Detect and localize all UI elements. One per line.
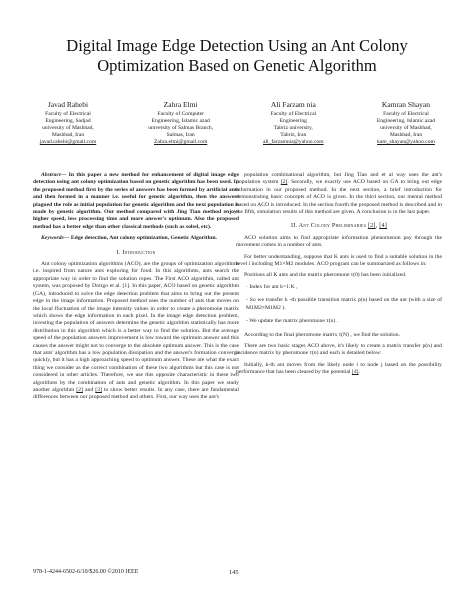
citation-link[interactable]: [2]	[280, 179, 288, 186]
citation-link[interactable]: [2]	[367, 222, 376, 230]
author-email-link[interactable]: Zahra.elmi@gmail.com	[154, 139, 208, 145]
section-heading-introduction: I. Introduction	[116, 248, 156, 256]
body-text: . Secondly, we exactly use ACO based on GA to bring out edge information in our proposed method. In the next section, a brief introduction for demonstrating basic concepts of ACO is given. In the third section, our mental method based on ACO is introduced. In the section fourth the proposed method is described and in the fifth, simulation results of this method are given. A conclusion is in the last paper.	[236, 179, 442, 216]
author-1	[14, 100, 122, 146]
author-email-link[interactable]: kam_shayan@yahoo.com	[377, 139, 435, 145]
abstract-label: Abstract—	[41, 172, 67, 178]
title-line-1: Digital Image Edge Detection Using an Ant Colony	[66, 36, 408, 55]
body-text: population combinational algorithm, but Jing Tian and et al way uses the ant's population system	[236, 172, 442, 186]
author-affiliation: university of Mashhad,	[42, 125, 94, 131]
abstract	[33, 172, 239, 231]
citation-link[interactable]: [4]	[351, 369, 359, 376]
algorithm-step: - We update the matrix pheromone τ(n) .	[246, 318, 339, 325]
author-email-link[interactable]: ali_farzamnia@yahoo.com	[263, 139, 324, 145]
author-affiliation: Faculty of Electrical	[45, 111, 91, 117]
author-affiliation: Engineering, Islamic azad	[151, 118, 210, 124]
citation-link[interactable]: [3]	[95, 386, 102, 393]
author-affiliation: Tabriz university,	[273, 125, 313, 131]
author-4	[352, 100, 460, 146]
body-paragraph: For better understanding, suppose that K ants is used to find a suitable solution in the level i including M1×M2 modules. ACO program can be summarized as follows in:	[236, 253, 442, 268]
author-name: Javad Rahebi	[47, 100, 89, 109]
body-paragraph	[236, 362, 442, 377]
author-3	[239, 100, 347, 146]
body-paragraph	[236, 172, 442, 216]
body-paragraph: Positions all K ants and the matrix pheromone τ(0) has been initialized.	[244, 272, 407, 279]
body-paragraph: According to the final pheromone matrix τ(N) , we find the solution.	[244, 331, 400, 338]
copyright-notice: 978-1-4244-6502-6/10/$26.00 ©2010 IEEE	[33, 569, 139, 575]
author-affiliation: Engineering	[279, 118, 307, 124]
author-email-link[interactable]: javad.rahebi@gmail.com	[39, 139, 97, 145]
intro-text: to show better results. In any case, there are fundamental differences between our proposed method and others. First, our way uses the ant's	[33, 386, 239, 401]
section-heading-text: II. Ant Colony Preliminaries	[290, 222, 368, 230]
citation-link[interactable]: [2]	[76, 386, 83, 393]
paper-title	[20, 36, 454, 76]
abstract-text: In this paper a new method for enhancement of digital image edge detection using ant colony optimization based on genetic algorithm has been used. In the proposed method first by the series of answers has been formed by artificial ants and then formed in a manner i.e. useful for genetic algorithm, then the answers plagued the role as initial population for genetic algorithm and the next population is made by genetic algorithm. Our method compared with Jing Tian method enjoys higher speed, less processing time and more answer's optimum. Also the proposed method has a better edge than other classical methods (such as sobel, etc).	[33, 172, 239, 230]
author-affiliation: Mashhad, Iran	[389, 132, 423, 138]
keywords-text: Edge detection, Ant colony optimization, Genetic Algorithm.	[69, 235, 217, 242]
page-number: 145	[229, 569, 239, 576]
body-text: .	[358, 369, 360, 376]
author-affiliation: university of Mashhad,	[380, 125, 432, 131]
author-affiliation: university of Salmas Branch,	[148, 125, 214, 131]
right-column	[236, 172, 442, 381]
body-paragraph: There are two basic stages ACO above, it's likely to create a matrix transfer p(n) and incidence matrix by pheromone τ(n) and each is detailed below:	[236, 342, 442, 357]
author-affiliation: Tabriz, Iran	[280, 132, 307, 138]
author-affiliation: Salmas, Iran	[166, 132, 195, 138]
introduction-paragraph	[33, 261, 239, 402]
citation-link[interactable]: [4]	[379, 222, 388, 230]
section-heading-aco-preliminaries: II. Ant Colony Preliminaries [2], [4]	[290, 222, 388, 230]
author-name: Kamran Shayan	[381, 100, 431, 109]
author-affiliation: Faculty of Electrical	[270, 111, 317, 117]
author-affiliation: Engineering, Islamic azad	[376, 118, 436, 124]
author-affiliation: Engineering, Sadjad	[45, 118, 91, 124]
intro-text: Ant colony optimization algorithms (ACO), are the groups of optimization algorithms i.e. inspired from nature ants exploring for food. In this algorithms, ants search the appropriate way in order to find the solution ropes. The First ACO algorithm, called ant system, was proposed by Dorigo et al. [1]. In this paper, ACO based on genetic algorithm (GA), introduced to solve the edge detection problem that aims to bring out the present edge in the image information. Proposed method uses the number of ants that moves on the local fluctuation of the image intensity values in order to create a pheromone matrix which shows the edge information in each pixel. In the image edge detection problem, investing the population of answers determine the genetic algorithm statistically has more distribution in this algorithm which is a better way to find the solution. But the average speed of the population answers improvement is low toward the optimum answer and this causes the answer might not to converge to the absolute optimum answer. This is the case that ants' algorithm has a low population dissipation and the answer's formation converge quickly, but it has a high approaching speed to optimum answer. These are what the exact thing we consider as the correct combination of these two algorithms but this case is not considered in other articles. Therefore, we use this opposite characteristic in these two algorithms by the combination of ants and genetic algorithm. In this paper we study another algorithm	[33, 261, 239, 393]
algorithm-step: · Index for ant k=1:K ,	[246, 283, 298, 290]
author-name: Ali Farzam nia	[270, 100, 316, 109]
author-block	[14, 100, 460, 146]
body-paragraph: ACO solution aims to find appropriate information phenomenon pay through the movement comes in a number of ants.	[236, 234, 442, 249]
body-text: Initially, k-th ant moves from the likely node i to node j based on the possibility performance that has been cleared by the potential	[236, 361, 442, 376]
author-2	[127, 100, 235, 146]
author-affiliation: Faculty of Electrical	[383, 111, 429, 117]
left-column	[33, 172, 239, 406]
author-name: Zahra Elmi	[163, 100, 198, 109]
intro-text: and	[82, 386, 96, 393]
author-affiliation: Mashhad, Iran	[51, 132, 85, 138]
title-line-2: Optimization Based on Genetic Algorithm	[97, 56, 377, 75]
author-affiliation: Faculty of Computer	[157, 111, 204, 117]
keywords-label: Keywords—	[41, 235, 70, 242]
keywords	[33, 235, 239, 242]
algorithm-step: - So we transfer k -th possible transition matrix p(n) based on the ant (with a size of M1M2×M1M2 ).	[246, 297, 442, 311]
